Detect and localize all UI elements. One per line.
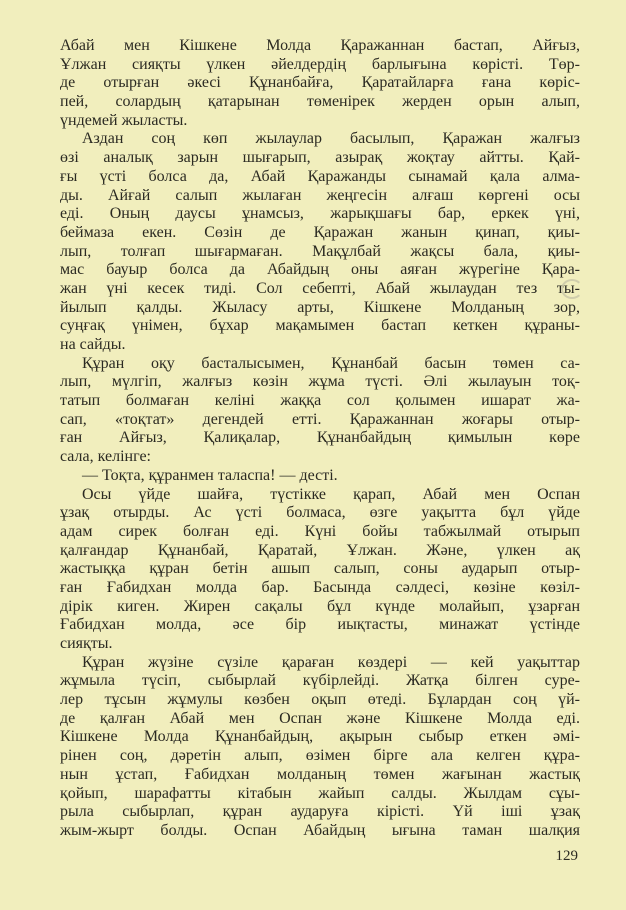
text-line: Құран жүзіне сүзіле қараған көздері — кей уақыттар — [82, 653, 580, 671]
text-line: жұмыла түсіп, сыбырлай күбірлейді. Жатқа білген суре- — [60, 672, 580, 690]
text-line: мас бауыр болса да Абайдың оны аяған жүрегіне Қара- — [60, 261, 580, 279]
scan-smudge-mark — [561, 279, 583, 299]
text-line: на сайды. — [60, 336, 126, 353]
text-line: сала, келінге: — [60, 448, 151, 466]
text-line: лып, мүлгіп, жалғыз көзін жұма түсті. Әлі жылауын тоқ- — [60, 373, 580, 391]
page-number: 129 — [555, 848, 578, 864]
text-line: татып болмаған келіні жаққа сол қолымен ишарат жа- — [60, 392, 580, 410]
text-line: Ұлжан сияқты үлкен әйелдердің барлығына көрісті. Төр- — [60, 55, 580, 73]
text-line: сап, «тоқтат» дегендей етті. Қаражаннан жоғары отыр- — [60, 410, 580, 428]
text-line: — Тоқта, құранмен таласпа! — десті. — [82, 466, 338, 484]
text-line: қалғандар Құнанбай, Қаратай, Ұлжан. Және, үлкен ақ — [60, 541, 580, 559]
text-line: Кішкене Молда Құнанбайдың, ақырын сыбыр еткен әмі- — [60, 728, 580, 746]
text-line: лып, толғап шығармаған. Мақұлбай жақсы бала, қиы- — [60, 242, 580, 260]
text-line: суңғақ үнімен, бұхар мақамымен бастап кеткен құраны- — [60, 317, 580, 335]
text-line: қойып, шарафатты кітабын жайып салды. Жылдам сұы- — [60, 784, 580, 802]
text-line: Осы үйде шайға, түстікке қарап, Абай мен Оспан — [82, 485, 580, 503]
text-line: лер тұсын жұмулы көзбен оқып өтеді. Бұлардан соң үй- — [60, 691, 580, 709]
text-line: үндемей жыласты. — [60, 111, 188, 129]
text-line: жастыққа құран бетін ашып салып, соны аударып отыр- — [60, 560, 580, 578]
text-line: ды. Айғай салып жылаған жеңгесін алғаш көргені осы — [60, 186, 580, 204]
text-line: де қалған Абай мен Оспан және Кішкене Молда еді. — [60, 709, 580, 727]
book-page-text — [60, 37, 580, 841]
text-line: ғы үсті болса да, Абай Қаражанды сынамай қала алма- — [60, 167, 580, 185]
text-line: ған Ғабидхан молда бар. Басында сәлдесі, көзіне көзіл- — [60, 578, 580, 596]
text-line: Абай мен Кішкене Молда Қаражаннан бастап, Айғыз, — [60, 37, 580, 54]
text-line: ған Айғыз, Қалиқалар, Құнанбайдың қимылын көре — [60, 429, 580, 447]
text-line: нын ұстап, Ғабидхан молданың төмен жағынан жастық — [60, 765, 580, 783]
text-line: рыла сыбырлап, құран аударуға кірісті. Үй іші ұзақ — [60, 803, 580, 821]
text-line: ұзақ отырды. Ас үсті болмаса, өзге уақытта бұл үйде — [60, 504, 580, 522]
text-line: пей, солардың қатарынан төменірек жерден орын алып, — [60, 93, 580, 111]
text-line: дірік киген. Жирен сақалы бұл күнде молайып, ұзарған — [60, 597, 580, 615]
text-line: сияқты. — [60, 635, 113, 652]
text-line: Ғабидхан молда, әсе бір иықтасты, минажат үстінде — [60, 616, 580, 634]
text-line: де отырған әкесі Құнанбайға, Қаратайларға ғана көріс- — [60, 74, 580, 92]
text-line: жым-жырт болды. Оспан Абайдың ығына таман шалқия — [60, 821, 580, 839]
text-line: Аздан соң көп жылаулар басылып, Қаражан жалғыз — [82, 130, 580, 148]
text-line: рінен соң, дәретін алып, өзімен бірге ала келген құра- — [60, 747, 580, 765]
text-line: еді. Оның даусы ұнамсыз, жарықшағы бар, еркек үні, — [60, 205, 580, 223]
text-line: беймаза екен. Сөзін де Қаражан жанын қинап, қиы- — [60, 223, 580, 241]
text-line: йылып қалды. Жыласу арты, Кішкене Молданың зор, — [60, 298, 580, 316]
text-line: жан үні кесек тиді. Сол себепті, Абай жылаудан тез ты- — [60, 279, 580, 297]
text-line: адам сирек болған еді. Күні бойы табжылмай отырып — [60, 522, 580, 540]
text-line: Құран оқу басталысымен, Құнанбай басын төмен са- — [82, 354, 580, 372]
text-line: өзі аналық зарын шығарып, азырақ жоқтау айтты. Қай- — [60, 149, 580, 167]
